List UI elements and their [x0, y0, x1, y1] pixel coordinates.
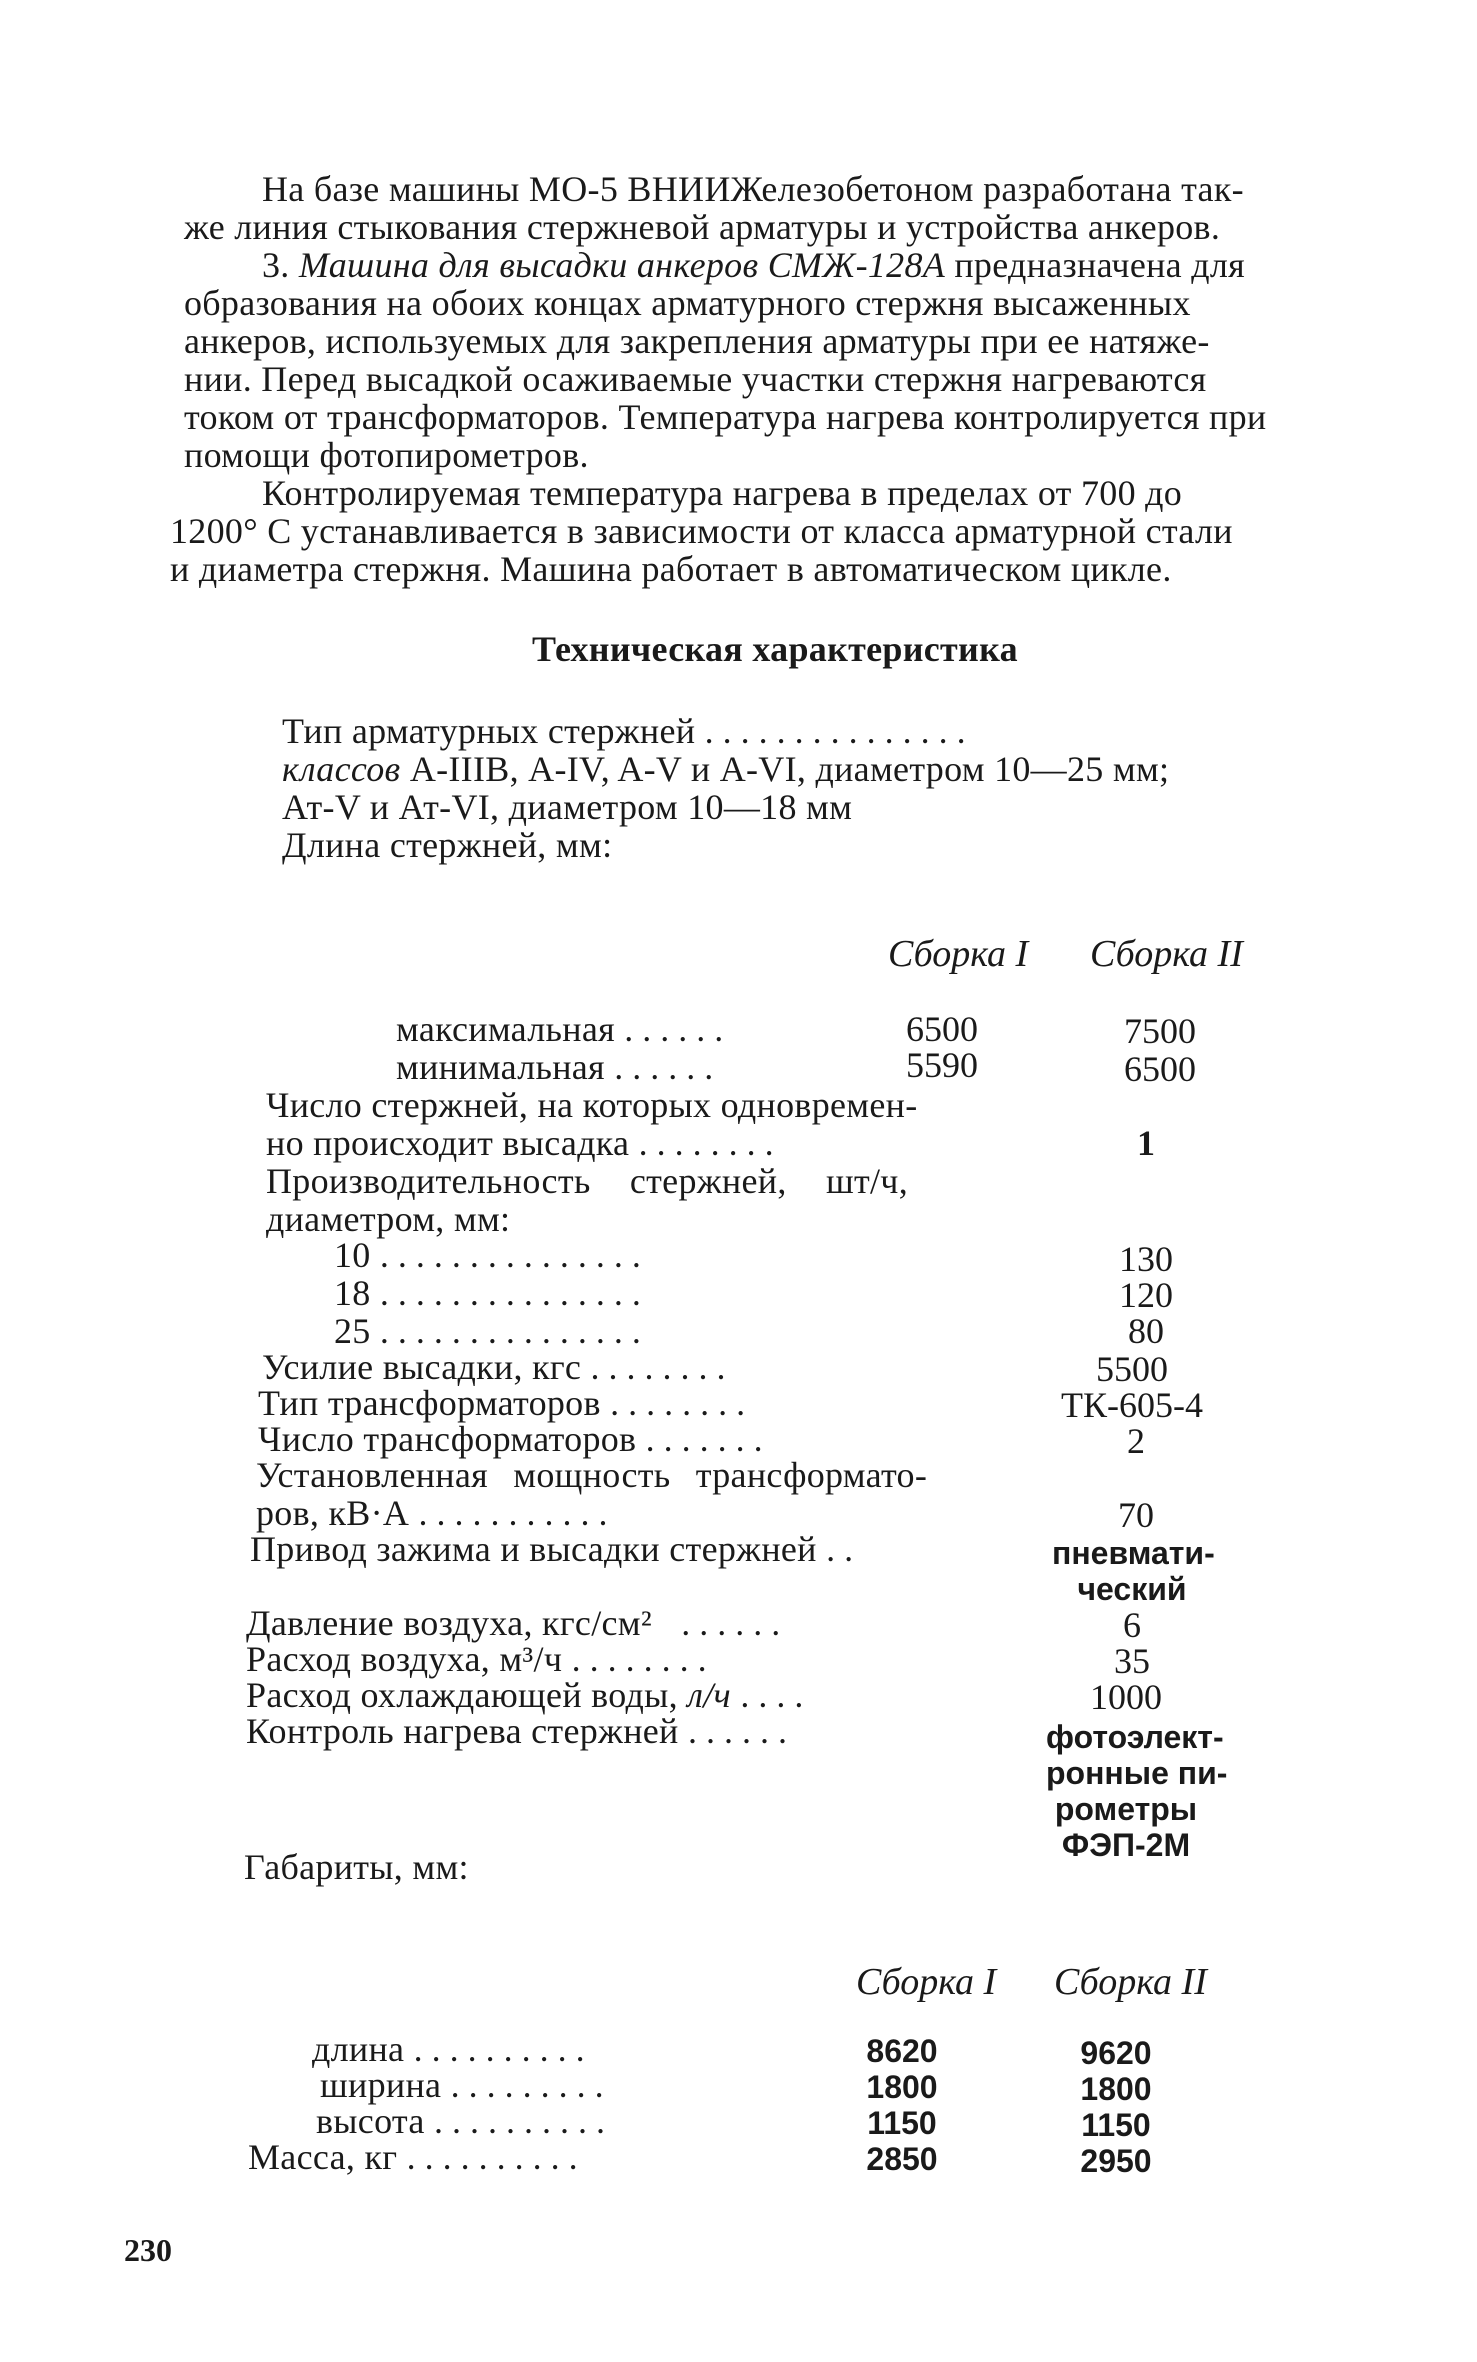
value-cell: 5590 — [906, 1045, 978, 1085]
spec-row — [246, 1640, 716, 1678]
leader-dots: ............... — [704, 711, 975, 751]
value-cell: фотоэлект- — [1046, 1719, 1224, 1755]
page-number: 230 — [124, 2232, 172, 2268]
unit-label: л/ч — [687, 1675, 731, 1715]
spec-label: ров, кВ·А — [256, 1493, 410, 1533]
spec-row — [256, 1494, 617, 1532]
value-cell: 2 — [1127, 1421, 1145, 1461]
value-cell: 130 — [1119, 1239, 1173, 1279]
dim-label: Масса, кг — [248, 2137, 398, 2177]
spec-label: Тип трансформаторов — [258, 1383, 601, 1423]
dim-label: длина — [312, 2029, 405, 2069]
spec-label-italic: классов — [282, 749, 401, 789]
diameter-label: 25 — [334, 1311, 371, 1351]
dim-label: ширина — [320, 2065, 442, 2105]
diameter-label: 18 — [334, 1273, 371, 1313]
spec-row — [246, 1676, 812, 1714]
intro-line: 1200° С устанавливается в зависимости от класса арматурной стали — [170, 511, 1233, 551]
intro-text: предназначена для — [954, 245, 1245, 285]
spec-row — [258, 1384, 754, 1422]
value-cell: пневмати- — [1052, 1535, 1215, 1571]
value-cell: 120 — [1119, 1275, 1173, 1315]
intro-line: Контролируемая температура нагрева в пределах от 700 до — [262, 473, 1183, 513]
value-cell: 1800 — [866, 2069, 938, 2105]
spec-row: Число стержней, на которых одновремен- — [266, 1085, 918, 1125]
intro-line: же линия стыкования стержневой арматуры и устройства анкеров. — [184, 207, 1221, 247]
leader-dots: .......... — [413, 2029, 594, 2069]
leader-dots: ............... — [379, 1311, 650, 1351]
intro-line: током от трансформаторов. Температура нагрева контролируется при — [184, 397, 1267, 437]
spec-label: Расход охлаждающей воды, — [246, 1675, 678, 1715]
item-number: 3. — [262, 245, 290, 285]
spec-label: Усилие высадки, кгс — [262, 1347, 582, 1387]
value-cell: 70 — [1118, 1495, 1154, 1535]
value-cell: 1 — [1137, 1123, 1155, 1163]
dim-row — [316, 2102, 614, 2140]
value-cell: 6500 — [1124, 1049, 1196, 1089]
spec-row — [334, 1236, 650, 1274]
leader-dots: ........ — [610, 1383, 755, 1423]
spec-row — [266, 1124, 783, 1162]
spec-row — [282, 750, 1169, 788]
value-cell: 7500 — [1124, 1011, 1196, 1051]
spec-label: Число трансформаторов — [258, 1419, 637, 1459]
spec-row — [334, 1312, 650, 1350]
dims-label: Габариты, мм: — [244, 1847, 469, 1887]
intro-line: образования на обоих концах арматурного стержня высаженных — [184, 283, 1191, 323]
dim-row — [248, 2138, 587, 2176]
leader-dots: ...... — [624, 1009, 733, 1049]
spec-label: максимальная — [396, 1009, 615, 1049]
leader-dots: ........ — [571, 1639, 716, 1679]
leader-dots: ...... — [681, 1603, 790, 1643]
spec-row — [258, 1420, 772, 1458]
column-header: Сборка II — [1090, 933, 1243, 975]
spec-label: минимальная — [396, 1047, 605, 1087]
value-cell: 35 — [1114, 1641, 1150, 1681]
spec-text: А-IIIВ, A-IV, A-V и A-VI, диаметром 10—25 мм; — [409, 749, 1170, 789]
value-cell: 1150 — [1081, 2107, 1151, 2143]
leader-dots: .......... — [433, 2101, 614, 2141]
value-cell: 1150 — [867, 2105, 937, 2141]
leader-dots: ...... — [614, 1047, 723, 1087]
spec-row — [334, 1274, 650, 1312]
value-cell: 1800 — [1080, 2071, 1152, 2107]
leader-dots: ........... — [418, 1493, 617, 1533]
leader-dots: ....... — [645, 1419, 772, 1459]
section-heading: Техническая характеристика — [532, 629, 1018, 669]
spec-row: Установленная мощность трансформато- — [256, 1455, 928, 1495]
value-cell: ТК-605-4 — [1061, 1385, 1203, 1425]
leader-dots: .. — [826, 1529, 863, 1569]
value-cell: 2950 — [1080, 2143, 1152, 2179]
value-cell: ронные пи- — [1046, 1755, 1228, 1791]
value-cell: ческий — [1077, 1571, 1187, 1607]
spec-label: но происходит высадка — [266, 1123, 630, 1163]
column-header: Сборка II — [1054, 1961, 1207, 2003]
intro-line — [262, 246, 1245, 284]
spec-row — [246, 1604, 789, 1642]
dim-row — [312, 2030, 594, 2068]
spec-row: диаметром, мм: — [266, 1199, 511, 1239]
spec-row — [396, 1048, 722, 1086]
spec-row — [262, 1348, 735, 1386]
value-cell: 6500 — [906, 1009, 978, 1049]
leader-dots: ......... — [450, 2065, 613, 2105]
spec-label: Контроль нагрева стержней — [246, 1711, 679, 1751]
value-cell: 80 — [1128, 1311, 1164, 1351]
spec-row — [396, 1010, 732, 1048]
spec-label: Расход воздуха, м³/ч — [246, 1639, 563, 1679]
spec-row — [246, 1712, 796, 1750]
column-header: Сборка I — [888, 933, 1029, 975]
value-cell: 8620 — [866, 2033, 938, 2069]
value-cell: ФЭП-2М — [1061, 1827, 1191, 1863]
value-cell: рометры — [1054, 1791, 1198, 1827]
spec-row — [250, 1530, 862, 1568]
leader-dots: ............... — [379, 1235, 650, 1275]
dim-label: высота — [316, 2101, 425, 2141]
leader-dots: ............... — [379, 1273, 650, 1313]
intro-line: и диаметра стержня. Машина работает в автоматическом цикле. — [170, 549, 1172, 589]
spec-row: Производительность стержней, шт/ч, — [266, 1161, 908, 1201]
intro-line: анкеров, используемых для закрепления арматуры при ее натяже- — [184, 321, 1210, 361]
value-cell: 1000 — [1090, 1677, 1162, 1717]
spec-row: Длина стержней, мм: — [282, 825, 613, 865]
spec-label: Привод зажима и высадки стержней — [250, 1529, 817, 1569]
dim-row — [320, 2066, 613, 2104]
leader-dots: ........ — [638, 1123, 783, 1163]
spec-label: Давление воздуха, кгс/см² — [246, 1603, 652, 1643]
intro-line: помощи фотопирометров. — [184, 435, 589, 475]
leader-dots: .......... — [406, 2137, 587, 2177]
value-cell: 5500 — [1096, 1349, 1168, 1389]
value-cell: 2850 — [866, 2141, 938, 2177]
spec-row — [282, 712, 975, 750]
spec-label: Тип арматурных стержней — [282, 711, 696, 751]
value-cell: 6 — [1123, 1605, 1141, 1645]
value-cell: 9620 — [1080, 2035, 1152, 2071]
column-header: Сборка I — [856, 1961, 997, 2003]
leader-dots: ........ — [590, 1347, 735, 1387]
spec-row: Ат-V и Ат-VI, диаметром 10—18 мм — [282, 787, 853, 827]
leader-dots: .... — [740, 1675, 813, 1715]
diameter-label: 10 — [334, 1235, 371, 1275]
intro-line: На базе машины МО-5 ВНИИЖелезобетоном разработана так- — [262, 169, 1244, 209]
machine-name: Машина для высадки анкеров СМЖ-128А — [298, 245, 946, 285]
leader-dots: ...... — [687, 1711, 796, 1751]
intro-line: нии. Перед высадкой осаживаемые участки стержня нагреваются — [184, 359, 1207, 399]
